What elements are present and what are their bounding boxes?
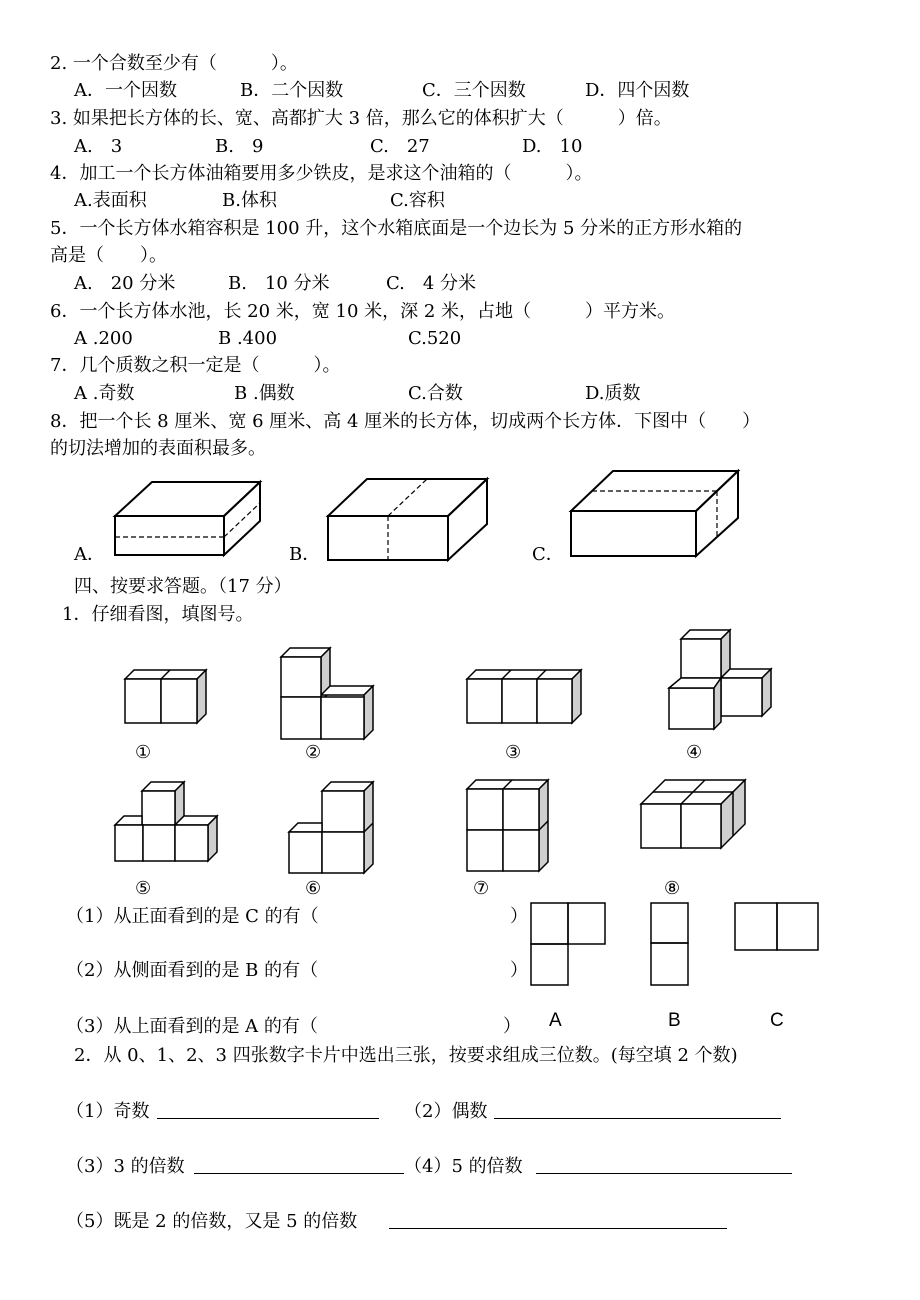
part1-title: 1．仔细看图，填图号。 [62,604,254,625]
cube-figure-6 [284,776,380,878]
q3-stem: 3. 如果把长方体的长、宽、高都扩大 3 倍，那么它的体积扩大（ ）倍。 [50,108,672,129]
view-shape-c [734,902,820,952]
figure-label-2: ② [305,742,322,763]
figure-label-7: ⑦ [473,878,490,899]
q8-option-c: C． [532,544,564,565]
q8-option-b: B． [289,544,321,565]
figure-label-6: ⑥ [305,878,322,899]
multiple-of-5-blank[interactable] [536,1155,792,1174]
q8-option-a: A． [74,544,105,565]
q8-stem-cont: 的切法增加的表面积最多。 [50,438,266,459]
cuboid-figure-c [566,466,744,561]
q5-option-b: B. 10 分米 [228,273,330,294]
q4-option-a: A.表面积 [74,190,147,211]
cube-figure-5 [110,776,222,866]
q5-option-a: A. 20 分米 [74,273,176,294]
q7-option-a: A .奇数 [74,383,135,404]
view-label-b: B [668,1010,681,1031]
q3-option-c: C. 27 [370,136,430,157]
even-label: （2）偶数 [404,1101,488,1122]
q5-stem: 5．一个长方体水箱容积是 100 升，这个水箱底面是一个边长为 5 分米的正方形水箱的 [50,218,743,239]
subq-front-close: ） [510,906,528,927]
subq-side-close: ） [510,960,528,981]
view-label-c: C [770,1010,784,1031]
view-shape-a [530,902,608,986]
odd-label: （1）奇数 [66,1101,150,1122]
view-shape-b [650,902,690,986]
multiple-of-2-and-5-blank[interactable] [389,1210,727,1229]
q2-stem: 2. 一个合数至少有（ ）。 [50,53,298,74]
cuboid-figure-a [110,478,265,560]
cuboid-figure-b [323,474,493,566]
q2-option-c: C．三个因数 [422,80,526,101]
cube-figure-8 [636,774,750,854]
q7-option-d: D.质数 [585,383,641,404]
subq-top-close: ） [503,1016,521,1037]
subq-front-view: （1）从正面看到的是 C 的有（ [66,906,319,927]
odd-answer-blank[interactable] [157,1100,379,1119]
figure-label-8: ⑧ [664,878,681,899]
q4-option-c: C.容积 [390,190,445,211]
subq-side-view: （2）从侧面看到的是 B 的有（ [66,960,319,981]
cube-figure-7 [462,774,554,876]
q6-option-c: C.520 [408,328,462,349]
q7-stem: 7．几个质数之积一定是（ ）。 [50,355,341,376]
subq-top-view: （3）从上面看到的是 A 的有（ [66,1016,318,1037]
multiple-of-3-blank[interactable] [194,1155,404,1174]
cube-figure-2 [276,642,378,742]
q2-option-b: B．二个因数 [240,80,344,101]
q2-option-d: D．四个因数 [585,80,690,101]
q5-option-c: C. 4 分米 [386,273,477,294]
figure-label-1: ① [135,742,152,763]
part2-title: 2．从 0、1、2、3 四张数字卡片中选出三张，按要求组成三位数。(每空填 2 个数) [74,1045,738,1066]
q7-option-b: B .偶数 [234,383,295,404]
q3-option-d: D. 10 [522,136,583,157]
figure-label-3: ③ [505,742,522,763]
q6-option-b: B .400 [218,328,278,349]
q2-option-a: A．一个因数 [74,80,177,101]
multiple-of-3-label: （3）3 的倍数 [66,1156,185,1177]
section-title: 四、按要求答题。（17 分） [74,576,292,597]
cube-figure-4 [664,624,776,734]
multiple-of-2-and-5-label: （5）既是 2 的倍数，又是 5 的倍数 [66,1211,358,1232]
cube-figure-1 [120,664,212,726]
q6-stem: 6．一个长方体水池，长 20 米，宽 10 米，深 2 米，占地（ ）平方米。 [50,301,676,322]
q8-stem: 8．把一个长 8 厘米、宽 6 厘米、高 4 厘米的长方体，切成两个长方体．下图中（ ） [50,411,761,432]
q3-option-b: B. 9 [215,136,264,157]
even-answer-blank[interactable] [494,1100,781,1119]
figure-label-4: ④ [686,742,703,763]
figure-label-5: ⑤ [135,878,152,899]
q4-stem: 4．加工一个长方体油箱要用多少铁皮，是求这个油箱的（ ）。 [50,163,593,184]
multiple-of-5-label: （4）5 的倍数 [404,1156,523,1177]
q4-option-b: B.体积 [222,190,277,211]
q3-option-a: A. 3 [74,136,123,157]
q6-option-a: A .200 [74,328,133,349]
view-label-a: A [549,1010,562,1031]
q7-option-c: C.合数 [408,383,463,404]
cube-figure-3 [462,664,586,726]
q5-stem-cont: 高是（ ）。 [50,245,167,266]
